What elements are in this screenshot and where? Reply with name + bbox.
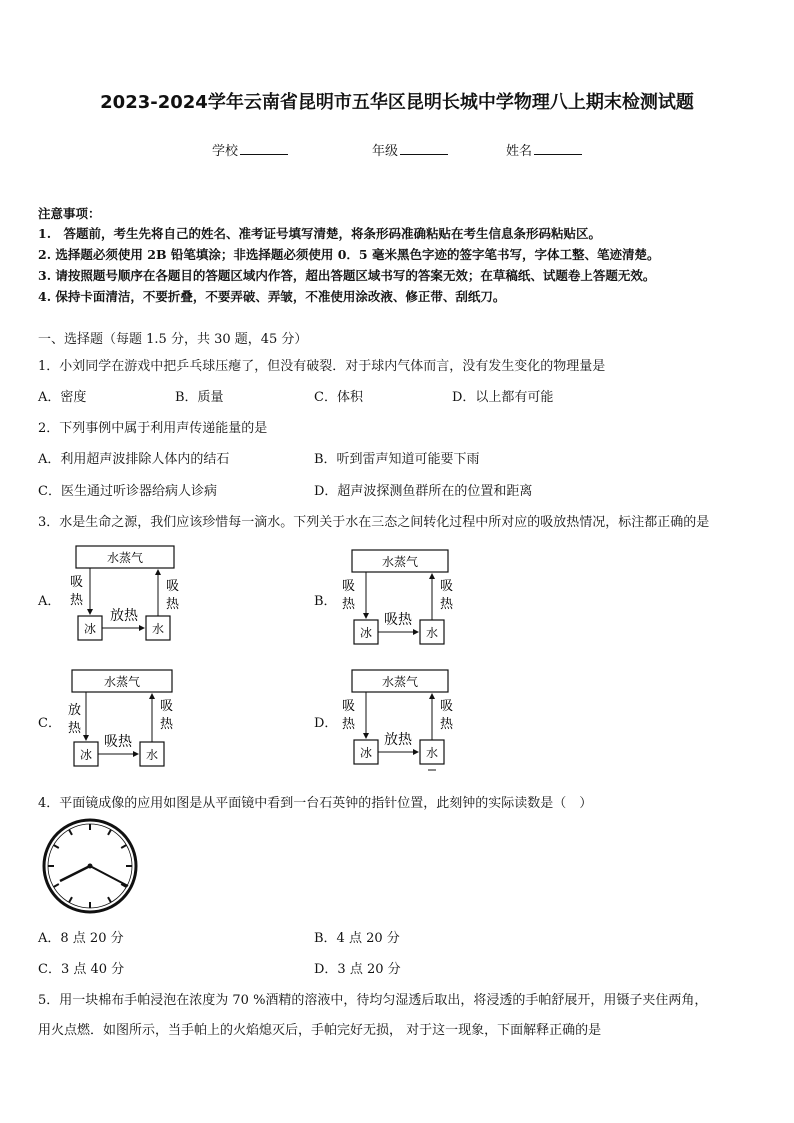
- q2-option-c[interactable]: C．医生通过听诊器给病人诊病: [38, 484, 217, 499]
- water-label: 水: [151, 622, 165, 636]
- question-2-stem: 2．下列事例中属于利用声传递能量的是: [38, 421, 268, 436]
- mid-label: 放热: [110, 608, 138, 624]
- svg-text:吸热: 吸热: [384, 612, 412, 628]
- notice-item: 3. 请按照题号顺序在各题目的答题区域内作答，超出答题区域书写的答案无效；在草稿纸、试题卷上答题无效。: [38, 268, 656, 283]
- svg-text:冰: 冰: [79, 748, 93, 762]
- q3-diagram-a[interactable]: [64, 544, 184, 652]
- svg-text:热: 热: [160, 717, 174, 732]
- svg-text:热: 热: [440, 597, 454, 612]
- svg-text:吸: 吸: [440, 579, 454, 594]
- page-title: 2023-2024学年云南省昆明市五华区昆明长城中学物理八上期末检测试题: [100, 92, 694, 113]
- q3-diagram-b[interactable]: [340, 548, 460, 652]
- notice-heading: 注意事项：: [38, 206, 101, 221]
- svg-text:放: 放: [68, 703, 82, 718]
- q3-diagram-d[interactable]: [340, 668, 464, 776]
- svg-text:吸: 吸: [342, 579, 356, 594]
- svg-text:水蒸气: 水蒸气: [103, 675, 141, 689]
- svg-text:水: 水: [425, 746, 439, 760]
- svg-text:水蒸气: 水蒸气: [381, 675, 419, 689]
- question-5-stem-line-1: 5．用一块棉布手帕浸泡在浓度为 70 %酒精的溶液中，待均匀湿透后取出，将浸透的手帕舒展开，用镊子夹住两角，: [38, 993, 708, 1008]
- question-1-stem: 1．小刘同学在游戏中把乒乓球压瘪了，但没有破裂．对于球内气体而言，没有发生变化的物理量是: [38, 359, 606, 374]
- svg-text:水蒸气: 水蒸气: [381, 555, 419, 569]
- svg-text:水: 水: [145, 748, 159, 762]
- q2-option-d[interactable]: D．超声波探测鱼群所在的位置和距离: [314, 484, 533, 499]
- ice-label: 冰: [83, 622, 97, 636]
- svg-text:吸: 吸: [342, 699, 356, 714]
- svg-text:热: 热: [342, 717, 356, 732]
- name-field[interactable]: 姓名: [506, 140, 582, 159]
- q2-option-a[interactable]: A．利用超声波排除人体内的结石: [38, 452, 230, 467]
- svg-text:吸: 吸: [440, 699, 454, 714]
- q4-option-c[interactable]: C．3 点 40 分: [38, 962, 125, 977]
- q3-option-d-label[interactable]: D．: [314, 716, 338, 731]
- q1-option-b[interactable]: B．质量: [175, 390, 224, 405]
- right-label-top: 吸: [166, 579, 180, 594]
- vapor-label: 水蒸气: [106, 551, 144, 565]
- svg-text:冰: 冰: [359, 746, 373, 760]
- section-heading: 一、选择题（每题 1.5 分，共 30 题，45 分）: [38, 332, 308, 347]
- q1-option-a[interactable]: A．密度: [38, 390, 87, 405]
- q3-option-b-label[interactable]: B．: [314, 594, 337, 609]
- q4-option-d[interactable]: D．3 点 20 分: [314, 962, 401, 977]
- svg-text:吸热: 吸热: [104, 734, 132, 750]
- notice-item: 2. 选择题必须使用 2B 铅笔填涂；非选择题必须使用 0．5 毫米黑色字迹的签字笔书写，字体工整、笔迹清楚。: [38, 247, 660, 262]
- clock-figure: [40, 816, 140, 920]
- left-label-bottom: 热: [70, 593, 84, 608]
- question-5-stem-line-2: 用火点燃．如图所示，当手帕上的火焰熄灭后，手帕完好无损， 对于这一现象，下面解释正确的是: [38, 1023, 602, 1038]
- notice-item: 1. 答题前，考生先将自己的姓名、准考证号填写清楚，将条形码准确粘贴在考生信息条形码粘贴区。: [38, 226, 602, 241]
- q2-option-b[interactable]: B．听到雷声知道可能要下雨: [314, 452, 480, 467]
- q1-option-c[interactable]: C．体积: [314, 390, 363, 405]
- q4-option-b[interactable]: B．4 点 20 分: [314, 931, 400, 946]
- svg-text:热: 热: [68, 721, 82, 736]
- svg-text:水: 水: [425, 626, 439, 640]
- q3-diagram-c[interactable]: [62, 668, 182, 776]
- grade-field[interactable]: 年级: [372, 140, 448, 159]
- q4-option-a[interactable]: A．8 点 20 分: [38, 931, 124, 946]
- svg-text:热: 热: [440, 717, 454, 732]
- q1-option-d[interactable]: D．以上都有可能: [452, 390, 554, 405]
- school-field[interactable]: 学校: [212, 140, 288, 159]
- svg-text:放热: 放热: [384, 732, 412, 748]
- svg-text:吸: 吸: [160, 699, 174, 714]
- question-3-stem: 3．水是生命之源，我们应该珍惜每一滴水。下列关于水在三态之间转化过程中所对应的吸放热情况，标注都正确的是: [38, 515, 710, 530]
- question-4-stem: 4．平面镜成像的应用如图是从平面镜中看到一台石英钟的指针位置，此刻钟的实际读数是（ ）: [38, 796, 593, 811]
- svg-text:热: 热: [342, 597, 356, 612]
- q3-option-c-label[interactable]: C．: [38, 716, 61, 731]
- svg-text:冰: 冰: [359, 626, 373, 640]
- q3-option-a-label[interactable]: A．: [38, 594, 61, 609]
- right-label-bottom: 热: [166, 597, 180, 612]
- left-label-top: 吸: [70, 575, 84, 590]
- notice-item: 4. 保持卡面清洁，不要折叠，不要弄破、弄皱，不准使用涂改液、修正带、刮纸刀。: [38, 289, 506, 304]
